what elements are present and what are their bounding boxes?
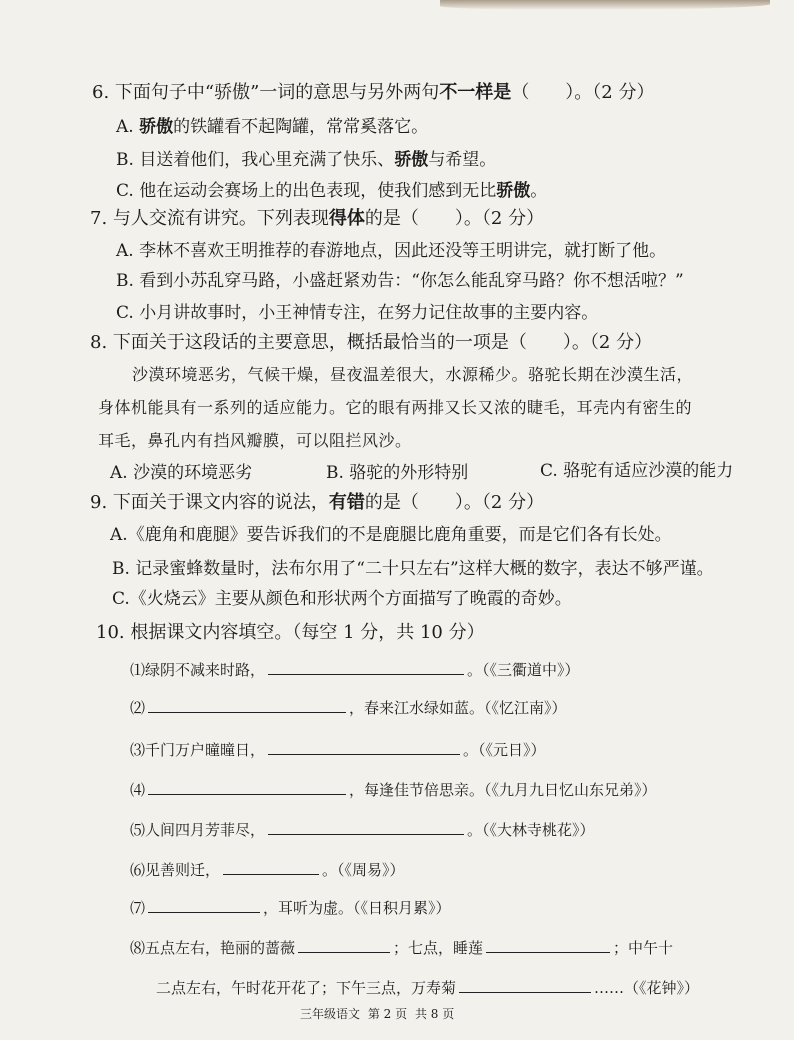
q10-item-1 <box>130 656 580 680</box>
q7-stem-bold: 得体 <box>328 208 365 229</box>
option-label: C. <box>116 181 134 201</box>
footer-page-number: 第 2 页 <box>367 1007 408 1021</box>
q9-stem-text: 9. 下面关于课文内容的说法， <box>90 492 329 513</box>
option-bold: 骄傲 <box>394 150 429 170</box>
fill-mid: ；七点，睡莲 <box>393 939 484 957</box>
fill-post: ；中午十 <box>613 939 674 957</box>
q10-item-3 <box>130 736 546 760</box>
q10-item-2 <box>130 694 567 718</box>
fill-post: ，耳听为虚。（《日积月累》） <box>263 899 451 917</box>
option-text: 他在运动会赛场上的出色表现，使我们感到无比 <box>139 181 497 201</box>
fill-post: 。（《三衢道中》） <box>467 661 580 679</box>
answer-blank[interactable] <box>148 694 346 713</box>
q6-stem-suffix: （ ）。（2 分） <box>511 82 655 103</box>
q9-stem-bold: 有错 <box>328 492 365 513</box>
q9-option-b: B. 记录蜜蜂数量时，法布尔用了“二十只左右”这样大概的数字，表达不够严谨。 <box>112 559 714 579</box>
answer-blank[interactable] <box>148 776 346 795</box>
answer-blank[interactable] <box>298 934 390 953</box>
q9-stem <box>90 488 544 514</box>
q7-option-c: C. 小月讲故事时，小王神情专注，在努力记住故事的主要内容。 <box>116 303 599 323</box>
q9-option-c: C.《火烧云》主要从颜色和形状两个方面描写了晚霞的奇妙。 <box>112 589 572 609</box>
q10-item-4 <box>130 776 657 800</box>
answer-blank[interactable] <box>268 736 460 755</box>
q6-stem-bold: 不一样是 <box>439 82 512 103</box>
answer-blank[interactable] <box>223 856 319 875</box>
fill-pre: ⑴绿阴不减来时路， <box>130 661 266 679</box>
answer-blank[interactable] <box>268 816 464 835</box>
option-bold: 骄傲 <box>496 181 531 201</box>
q10-stem: 10. 根据课文内容填空。（每空 1 分，共 10 分） <box>96 622 485 643</box>
q7-stem-suffix: 的是（ ）。（2 分） <box>364 208 545 229</box>
q8-passage-line-3: 耳毛，鼻孔内有挡风瓣膜，可以阻拦风沙。 <box>98 431 412 450</box>
fill-post: 。（《周易》） <box>322 861 405 879</box>
q8-passage-line-2: 身体机能具有一系列的适应能力。它的眼有两排又长又浓的睫毛，耳壳内有密生的 <box>98 398 693 417</box>
q10-item-6 <box>130 856 405 880</box>
answer-blank[interactable] <box>459 974 591 993</box>
q8-option-a: A. 沙漠的环境恶劣 <box>110 463 253 483</box>
fill-pre: ⑻五点左右，艳丽的蔷薇 <box>130 939 296 957</box>
option-text: 目送着他们，我心里充满了快乐、 <box>139 150 395 170</box>
q6-option-b <box>116 145 496 170</box>
q8-option-b: B. 骆驼的外形特别 <box>326 463 469 483</box>
option-tail: 与希望。 <box>428 150 497 170</box>
q7-stem <box>90 204 544 230</box>
answer-blank[interactable] <box>486 934 610 953</box>
option-label: A. <box>116 117 134 137</box>
q7-option-b: B. 看到小苏乱穿马路，小盛赶紧劝告：“你怎么能乱穿马路？你不想活啦？” <box>116 271 684 291</box>
q8-stem: 8. 下面关于这段话的主要意思，概括最恰当的一项是（ ）。（2 分） <box>90 332 653 353</box>
answer-blank[interactable] <box>268 656 464 675</box>
option-tail: 。 <box>530 181 548 201</box>
page-footer <box>300 1005 458 1022</box>
q9-option-a: A.《鹿角和鹿腿》要告诉我们的不是鹿腿比鹿角重要，而是它们各有长处。 <box>110 525 672 545</box>
fill-pre: 二点左右，午时花开花了；下午三点，万寿菊 <box>156 979 457 997</box>
answer-blank[interactable] <box>148 894 260 913</box>
q6-stem-text: 6. 下面句子中“骄傲”一词的意思与另外两句 <box>92 82 440 103</box>
fill-post: ，每逢佳节倍思亲。（《九月九日忆山东兄弟》） <box>349 781 657 799</box>
q6-option-a <box>116 112 428 137</box>
fill-pre: ⑸人间四月芳菲尽， <box>130 821 266 839</box>
q6-option-c <box>116 176 547 201</box>
q10-item-7 <box>130 894 451 918</box>
q8-passage-line-1: 沙漠环境恶劣，气候干燥，昼夜温差很大，水源稀少。骆驼长期在沙漠生活， <box>132 365 694 384</box>
q10-item-5 <box>130 816 595 840</box>
q7-option-a: A. 李林不喜欢王明推荐的春游地点，因此还没等王明讲完，就打断了他。 <box>116 241 667 261</box>
fill-post: 。（《元日》） <box>463 741 546 759</box>
fill-pre: ⑷ <box>130 781 146 799</box>
footer-total-pages: 共 8 页 <box>414 1007 455 1021</box>
fill-post: ……（《花钟》） <box>594 979 700 997</box>
q8-option-c: C. 骆驼有适应沙漠的能力 <box>540 461 734 481</box>
q7-stem-text: 7. 与人交流有讲究。下列表现 <box>90 208 329 229</box>
fill-pre: ⑶千门万户曈曈日， <box>130 741 266 759</box>
q9-stem-suffix: 的是（ ）。（2 分） <box>364 492 545 513</box>
footer-subject: 三年级语文 <box>300 1007 361 1021</box>
option-text: 的铁罐看不起陶罐，常常奚落它。 <box>173 117 429 137</box>
q10-item-8-line-1 <box>130 934 673 958</box>
fill-post: 。（《大林寺桃花》） <box>467 821 595 839</box>
fill-post: ，春来江水绿如蓝。（《忆江南》） <box>349 699 567 717</box>
option-label: B. <box>116 150 134 170</box>
fill-pre: ⑹见善则迁， <box>130 861 221 879</box>
q6-stem <box>92 78 655 104</box>
page-edge-shadow <box>440 0 770 10</box>
fill-pre: ⑺ <box>130 899 146 917</box>
q10-item-8-line-2 <box>156 974 699 998</box>
option-bold: 骄傲 <box>139 117 174 137</box>
fill-pre: ⑵ <box>130 699 146 717</box>
